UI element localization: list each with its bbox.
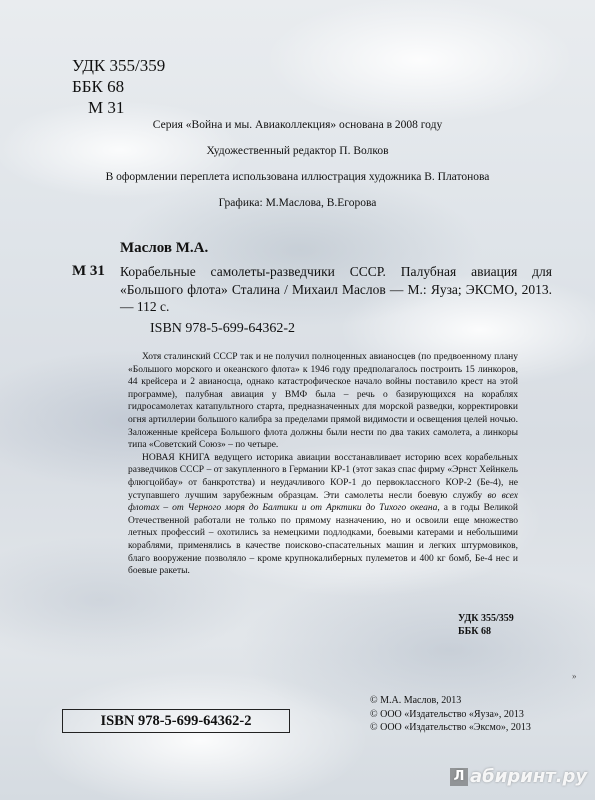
bottom-classification (458, 612, 514, 638)
copyright-yauza: © ООО «Издательство «Яуза», 2013 (370, 708, 524, 720)
annotation-emphasis: во всех флотах – от Черного моря до Балтики и от Арктики до Тихого океана (128, 490, 518, 514)
stray-mark: » (572, 671, 577, 681)
watermark-text: абиринт.ру (470, 766, 588, 787)
art-editor-line: Художественный редактор П. Волков (206, 145, 389, 157)
annotation (128, 351, 518, 578)
labirint-watermark (450, 766, 587, 787)
copyright-block (370, 694, 531, 735)
bottom-udk: УДК 355/359 (458, 613, 514, 624)
author-mark: М 31 (88, 98, 125, 117)
copyright-eksmo: © ООО «Издательство «Эксмо», 2013 (370, 722, 531, 733)
bottom-bbk: ББК 68 (458, 626, 491, 637)
series-line: Серия «Война и мы. Авиаколлекция» основана в 2008 году (152, 119, 443, 131)
labirint-logo-icon: Л (450, 768, 468, 786)
annotation-text-a: НОВАЯ КНИГА ведущего историка авиации восстанавливает историю всех корабельных разведчиков СССР – от закупленного в Германии КР-1 (этот заказ спас фирму «Эрнст Хейнкель флюгцойбау» от банкротства) и неудачливого КОР-1 до первоклассного КОР-2 (Бе-4), не уступавшего лучшим зарубежным образцам. Эти самолеты несли боевую службу (128, 452, 518, 501)
annotation-paragraph-1: Хотя сталинский СССР так и не получил полноценных авианосцев (по предвоенному плану «Большого морского и океанского флота» к 1946 году предполагалось построить 15 линкоров, 44 крейсера и 2 авианосца, однако катастрофическое начало войны поставило крест на этой программе), палубная авиация у ВМФ была – речь о базирующихся на кораблях гидросамолетах катапультного старта, предназначенных для морской разведки, корректировки огня артиллерии большого калибра за пределами прямой видимости и освещения целей ночью. Заложенные крейсера Большого флота должны были нести по два таких самолета, а линкоры типа «Советский Союз» – по четыре. (128, 352, 518, 451)
annotation-paragraph-2 (128, 452, 518, 578)
copyright-author: © М.А. Маслов, 2013 (370, 695, 462, 706)
graphics-line: Графика: М.Маслова, В.Егорова (218, 197, 377, 209)
isbn-line: ISBN 978-5-699-64362-2 (150, 321, 296, 336)
author-index: М 31 (72, 263, 105, 279)
credits-block (0, 118, 595, 222)
author-heading: Маслов М.А. (120, 240, 209, 256)
bbk-code: ББК 68 (72, 77, 125, 96)
annotation-text-b: , а в годы Великой Отечественной работали не только по прямому назначению, но и освоили еще множество летных профессий – охотились за немецкими подлодками, боевыми катерами и небольшими кораблями, применялись в качестве поисково-спасательных машин и легких штурмовиков, благо вооружение позволяло – кроме крупнокалиберных пулеметов и 400 кг бомб, Бе-4 нес и боевые ракеты. (128, 503, 519, 577)
udk-code: УДК 355/359 (72, 56, 166, 75)
cover-line: В оформлении переплета использована иллюстрация художника В. Платонова (105, 171, 490, 183)
classification-codes (72, 55, 165, 118)
isbn-box: ISBN 978-5-699-64362-2 (62, 709, 290, 733)
bibliographic-description: Корабельные самолеты-разведчики СССР. Палубная авиация для «Большого флота» Сталина / Михаил Маслов — М.: Яуза; ЭКСМО, 2013. — 112 с. (120, 264, 552, 314)
